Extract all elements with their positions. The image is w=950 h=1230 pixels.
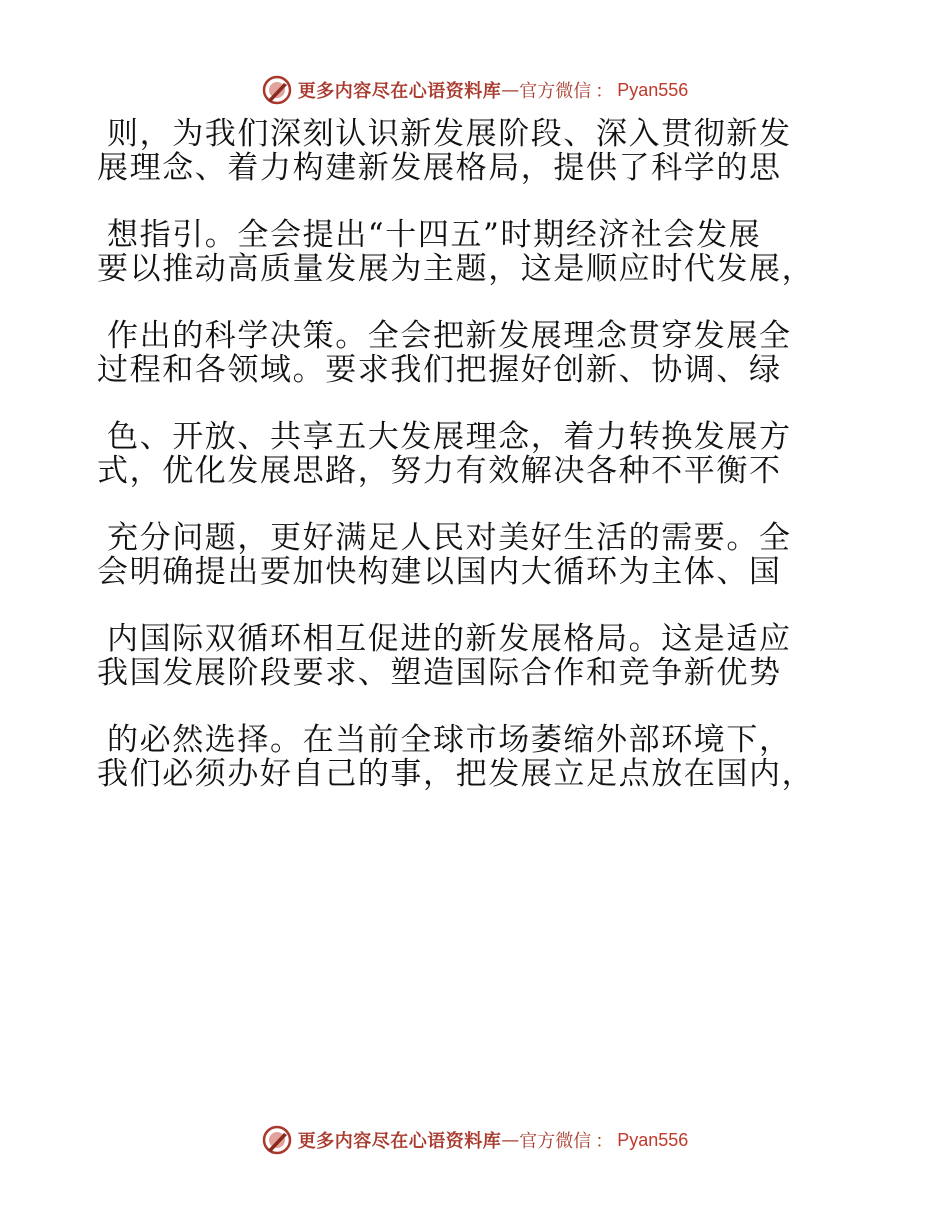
banner-wechat-label: 官方微信: [519, 1131, 592, 1152]
text-line: 想指引。全会提出“十四五”时期经济社会发展: [107, 217, 762, 253]
banner-dash: —: [501, 1129, 520, 1151]
text-line: 作出的科学决策。全会把新发展理念贯穿发展全: [107, 318, 792, 354]
text-line: 内国际双循环相互促进的新发展格局。这是适应: [107, 621, 792, 657]
footer-banner: [0, 1120, 950, 1160]
text-line: 的必然选择。在当前全球市场萎缩外部环境下，: [107, 722, 792, 758]
text-line: 色、开放、共享五大发展理念，着力转换发展方: [107, 419, 792, 455]
banner-wechat-label: 官方微信: [519, 81, 592, 102]
quill-logo-icon: [262, 75, 292, 105]
text-line: 我们必须办好自己的事，把发展立足点放在国内，: [97, 755, 815, 792]
header-banner: [0, 70, 950, 110]
text-line: 充分问题，更好满足人民对美好生活的需要。全: [107, 520, 792, 556]
text-line: 过程和各领域。要求我们把握好创新、协调、绿: [97, 351, 782, 388]
banner-brand: 更多内容尽在心语资料库: [297, 81, 502, 102]
banner-dash: —: [501, 79, 520, 101]
text-line: 会明确提出要加快构建以国内大循环为主体、国: [97, 553, 782, 590]
banner-handle: Pyan556: [617, 1129, 689, 1150]
document-body: [97, 118, 837, 791]
text-line: 则，为我们深刻认识新发展阶段、深入贯彻新发: [107, 116, 792, 152]
text-line: 展理念、着力构建新发展格局，提供了科学的思: [97, 149, 782, 186]
text-line: 我国发展阶段要求、塑造国际合作和竞争新优势: [97, 654, 782, 691]
banner-handle: Pyan556: [617, 79, 689, 100]
banner-separator: ：: [595, 81, 614, 102]
banner-separator: ：: [595, 1131, 614, 1152]
text-line: 式，优化发展思路，努力有效解决各种不平衡不: [97, 452, 782, 489]
banner-brand: 更多内容尽在心语资料库: [297, 1131, 502, 1152]
quill-logo-icon: [262, 1125, 292, 1155]
text-line: 要以推动高质量发展为主题，这是顺应时代发展，: [97, 250, 815, 287]
